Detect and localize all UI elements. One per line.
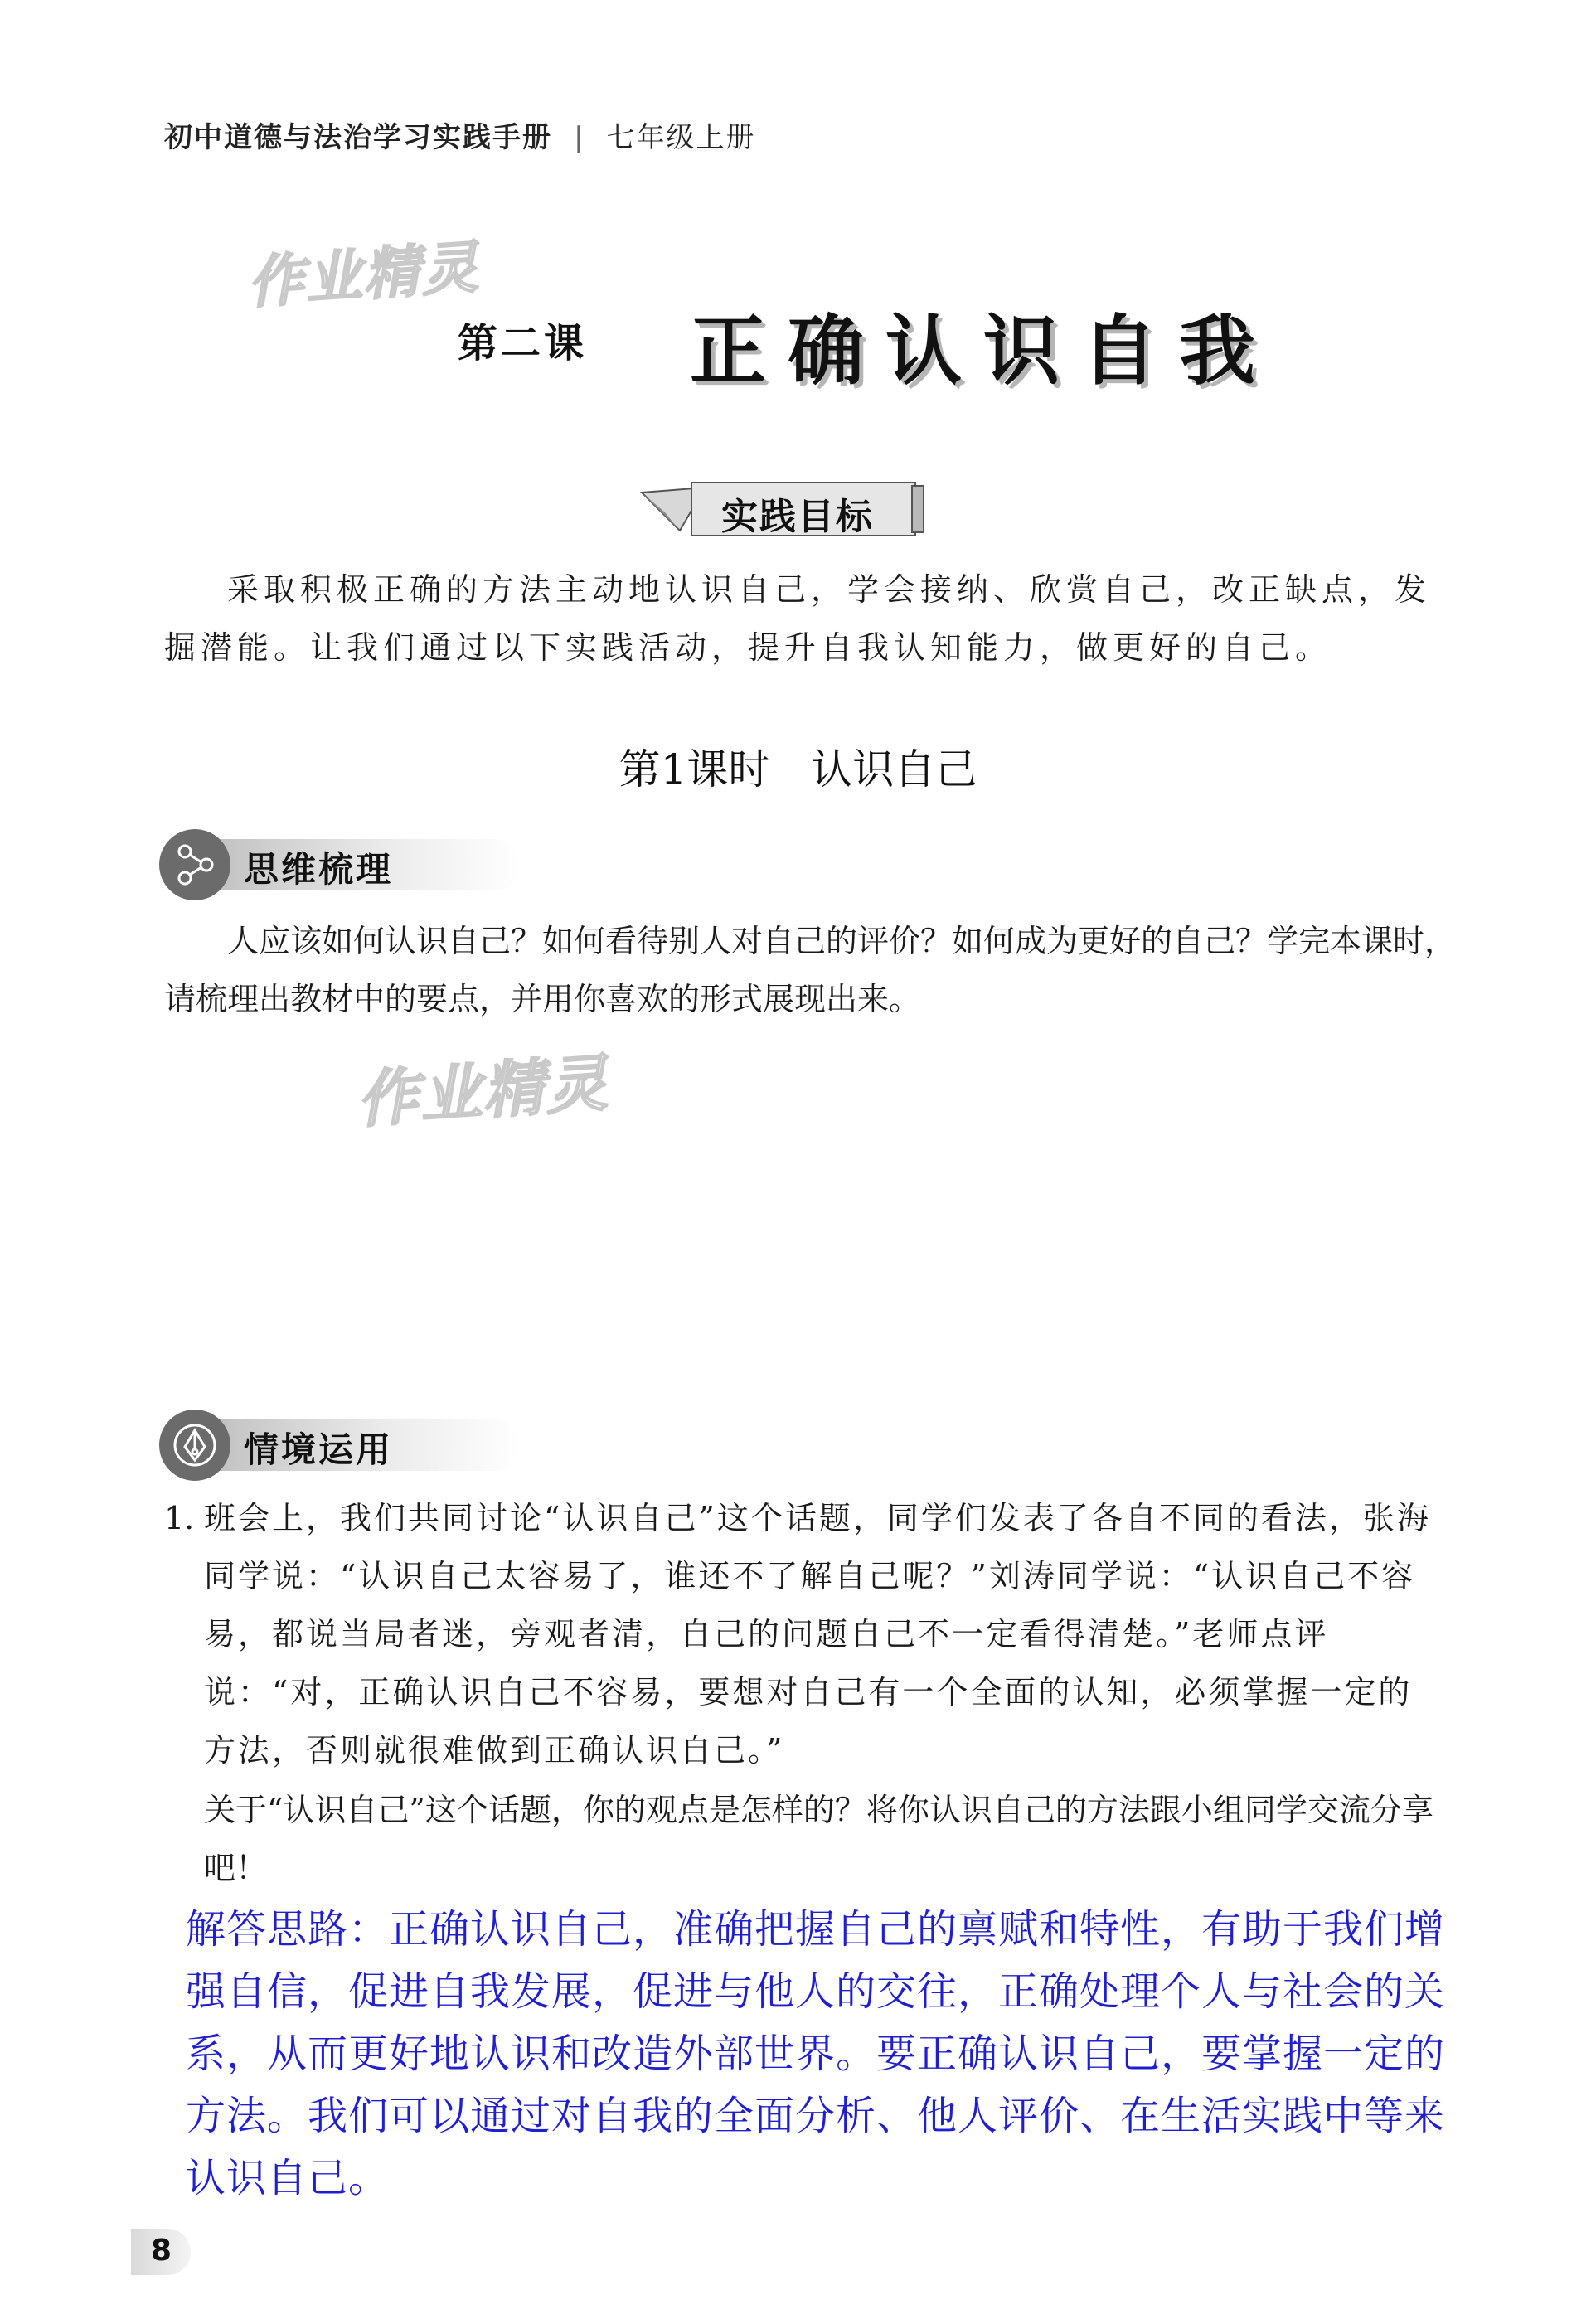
question-number: 1. <box>164 1500 195 1536</box>
page-number: 8 <box>151 2234 172 2268</box>
running-head <box>164 114 755 155</box>
watermark-top: 作业精灵 <box>245 235 482 317</box>
book-title: 初中道德与法治学习实践手册 <box>164 121 552 154</box>
header-separator: | <box>574 121 585 154</box>
thinking-heading: 思维梳理 <box>244 849 394 890</box>
volume-label: 七年级上册 <box>606 121 756 154</box>
practice-goal-heading: 实践目标 <box>721 496 874 538</box>
watermark-middle: 作业精灵 <box>354 1047 612 1137</box>
application-heading: 情境运用 <box>244 1429 394 1470</box>
network-nodes-icon <box>170 840 220 890</box>
lesson-title: 正确认识自我 <box>690 306 1278 395</box>
period-title: 第1课时 认识自己 <box>619 745 977 793</box>
application-section-header <box>159 1410 541 1484</box>
pen-nib-icon <box>170 1420 220 1470</box>
thinking-section-header <box>159 829 541 904</box>
practice-goal-text: 采取积极正确的方法主动地认识自己，学会接纳、欣赏自己，改正缺点，发掘潜能。让我们通过以下实践活动，提升自我认知能力，做更好的自己。 <box>164 571 1432 666</box>
page-number-tab <box>131 2229 191 2275</box>
practice-goal-banner <box>630 479 929 541</box>
question-text: 班会上，我们共同讨论“认识自己”这个话题，同学们发表了各自不同的看法，张海同学说：“认识自己太容易了，谁还不了解自己呢？”刘涛同学说：“认识自己不容易，都说当局者迷，旁观者清，自己的问题自己不一定看得清楚。”老师点评说：“对，正确认识自己不容易，要想对自己有一个全面的认知，必须掌握一定的方法，否则就很难做到正确认识自己。” <box>204 1500 1431 1769</box>
question-prompt: 关于“认识自己”这个话题，你的观点是怎样的？将你认识自己的方法跟小组同学交流分享吧！ <box>204 1792 1433 1886</box>
lesson-label: 第二课 <box>458 320 588 366</box>
thinking-text: 人应该如何认识自己？如何看待别人对自己的评价？如何成为更好的自己？学完本课时，请梳理出教材中的要点，并用你喜欢的形式展现出来。 <box>164 923 1457 1017</box>
answer-text: 解答思路：正确认识自己，准确把握自己的禀赋和特性，有助于我们增强自信，促进自我发展，促进与他人的交往，正确处理个人与社会的关系，从而更好地认识和改造外部世界。要正确认识自己，要掌握一定的方法。我们可以通过对自我的全面分析、他人评价、在生活实践中等来认识自己。 <box>186 1906 1446 2201</box>
